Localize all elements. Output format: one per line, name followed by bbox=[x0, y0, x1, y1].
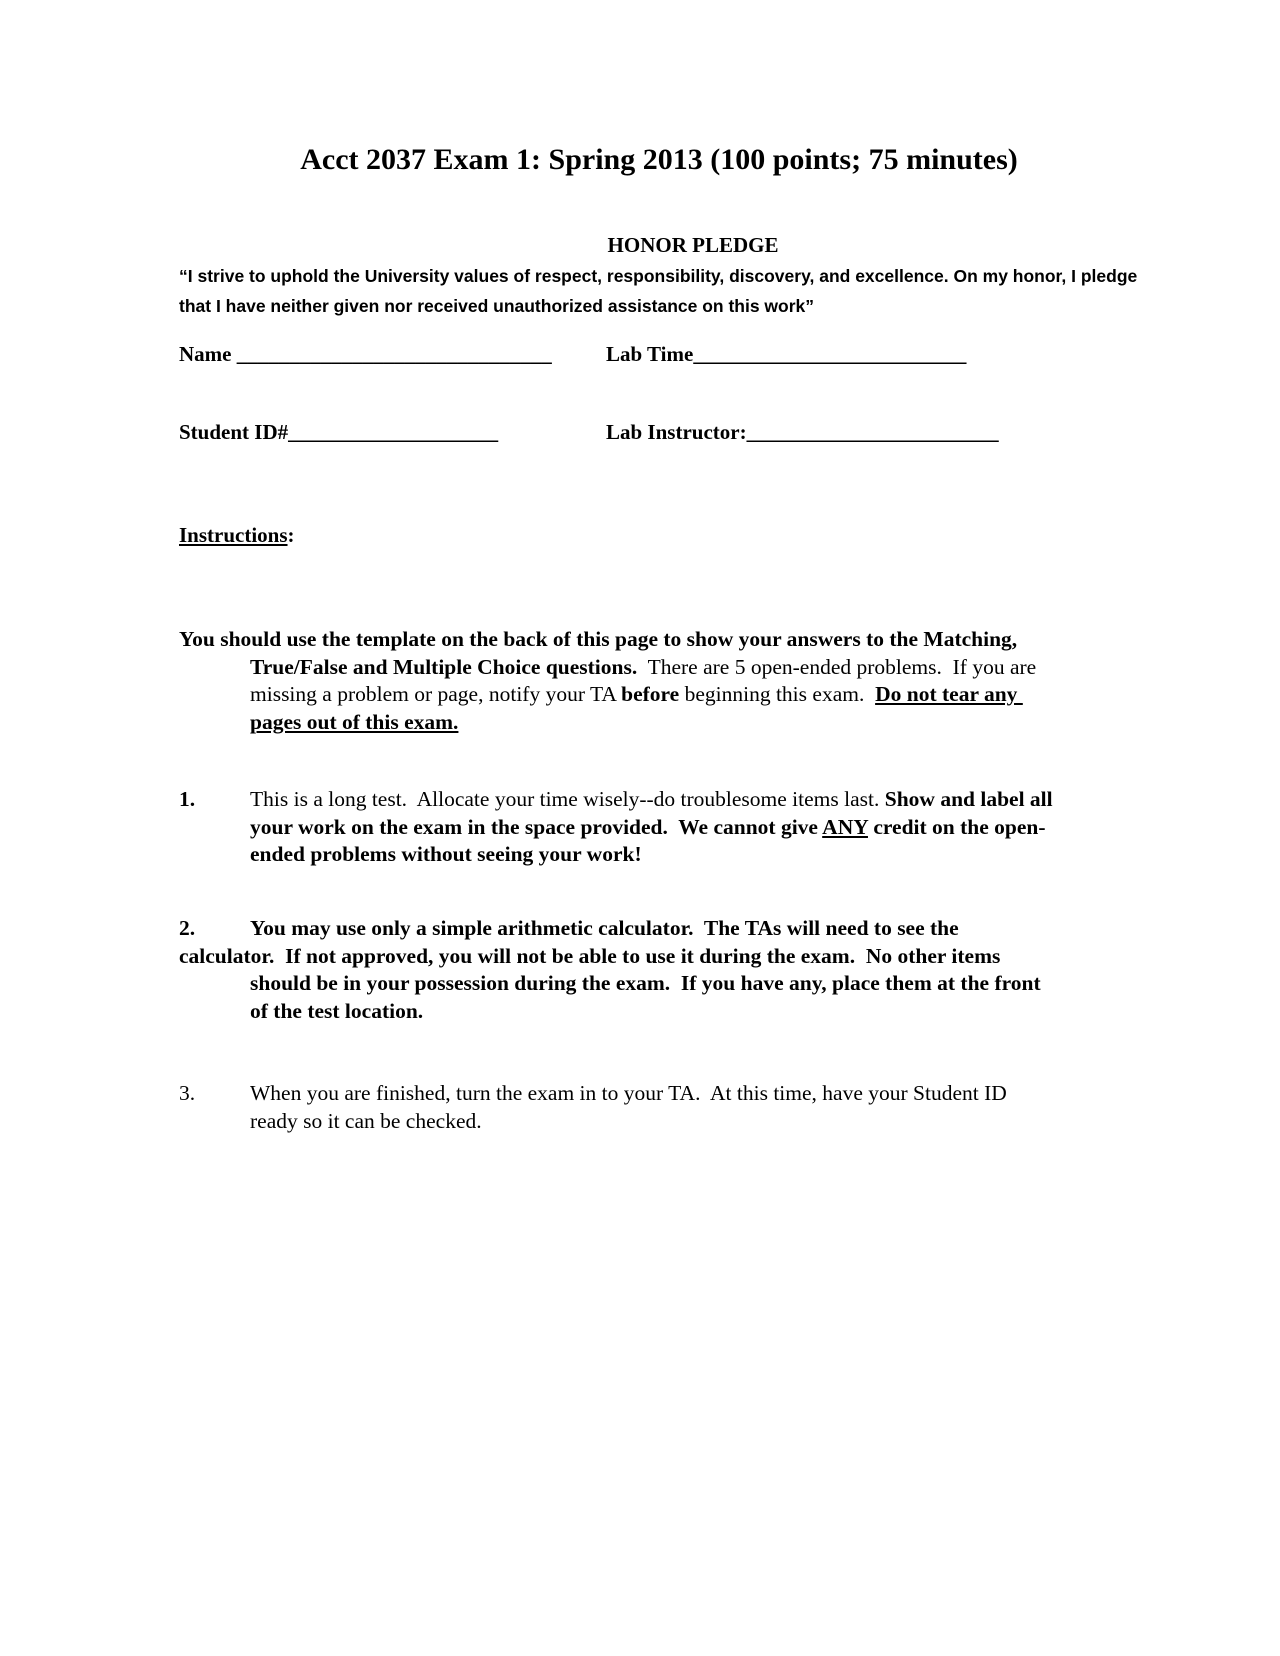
text-segment: ready so it can be checked. bbox=[250, 1108, 482, 1133]
exam-title: Acct 2037 Exam 1: Spring 2013 (100 points; 75 minutes) bbox=[300, 143, 1018, 176]
text-segment: pages out of this exam. bbox=[250, 709, 459, 734]
instructions-colon: : bbox=[287, 523, 295, 547]
lab-time-field[interactable]: Lab Time__________________________ bbox=[606, 342, 967, 366]
text-segment: missing a problem or page, notify your TA bbox=[250, 682, 622, 707]
text-segment: ANY bbox=[822, 814, 868, 839]
text-segment: You should use the template on the back of this page to show your answers to the Matching, bbox=[179, 627, 1018, 651]
text-line bbox=[250, 970, 1041, 998]
text-line bbox=[250, 786, 1053, 814]
text-segment: There are 5 open-ended problems. If you are bbox=[637, 654, 1037, 679]
honor-pledge-heading: HONOR PLEDGE bbox=[607, 233, 779, 257]
text-line bbox=[179, 626, 1017, 654]
text-line bbox=[250, 814, 1046, 842]
text-segment: calculator. If not approved, you will not be able to use it during the exam. No other items bbox=[179, 943, 1001, 968]
text-line bbox=[250, 841, 642, 869]
student-id-field[interactable]: Student ID#____________________ bbox=[179, 420, 499, 444]
text-line bbox=[250, 998, 423, 1026]
text-line bbox=[250, 1080, 1007, 1108]
text-segment: Show and label all bbox=[884, 787, 1053, 811]
text-segment: Do not tear any bbox=[875, 682, 1023, 707]
text-segment: True/False and Multiple Choice questions. bbox=[250, 654, 638, 679]
name-field[interactable]: Name ______________________________ bbox=[179, 342, 552, 366]
text-segment: ended problems without seeing your work! bbox=[250, 842, 642, 867]
item-number: 1. bbox=[179, 787, 196, 811]
text-line bbox=[250, 915, 959, 943]
text-line bbox=[250, 681, 1023, 709]
honor-pledge-text: “I strive to uphold the University values of respect, responsibility, discovery, and excellence. On my honor, I pledge that I have neither given nor received unauthorized assistance on this work” bbox=[179, 266, 1138, 316]
text-segment: of the test location. bbox=[250, 998, 424, 1023]
text-line bbox=[179, 943, 1000, 971]
text-line bbox=[250, 1108, 482, 1136]
text-segment: should be in your possession during the exam. If you have any, place them at the front bbox=[250, 971, 1041, 996]
instructions-body bbox=[179, 0, 1179, 1656]
text-segment: When you are finished, turn the exam in to your TA. At this time, have your Student ID bbox=[250, 1081, 1007, 1105]
text-line bbox=[250, 654, 1036, 682]
item-number: 2. bbox=[179, 916, 196, 940]
lab-instructor-field[interactable]: Lab Instructor:________________________ bbox=[606, 420, 999, 444]
item-number: 3. bbox=[179, 1081, 196, 1105]
text-segment: your work on the exam in the space provided. We cannot give bbox=[250, 814, 823, 839]
text-segment: beginning this exam. bbox=[679, 682, 876, 707]
text-segment: before bbox=[621, 682, 680, 707]
text-line bbox=[250, 709, 458, 737]
text-segment: credit on the open- bbox=[867, 814, 1046, 839]
instructions-heading-text: Instructions bbox=[179, 523, 288, 547]
text-segment: This is a long test. Allocate your time wisely--do troublesome items last. bbox=[250, 787, 885, 811]
text-segment: You may use only a simple arithmetic calculator. The TAs will need to see the bbox=[250, 916, 959, 940]
